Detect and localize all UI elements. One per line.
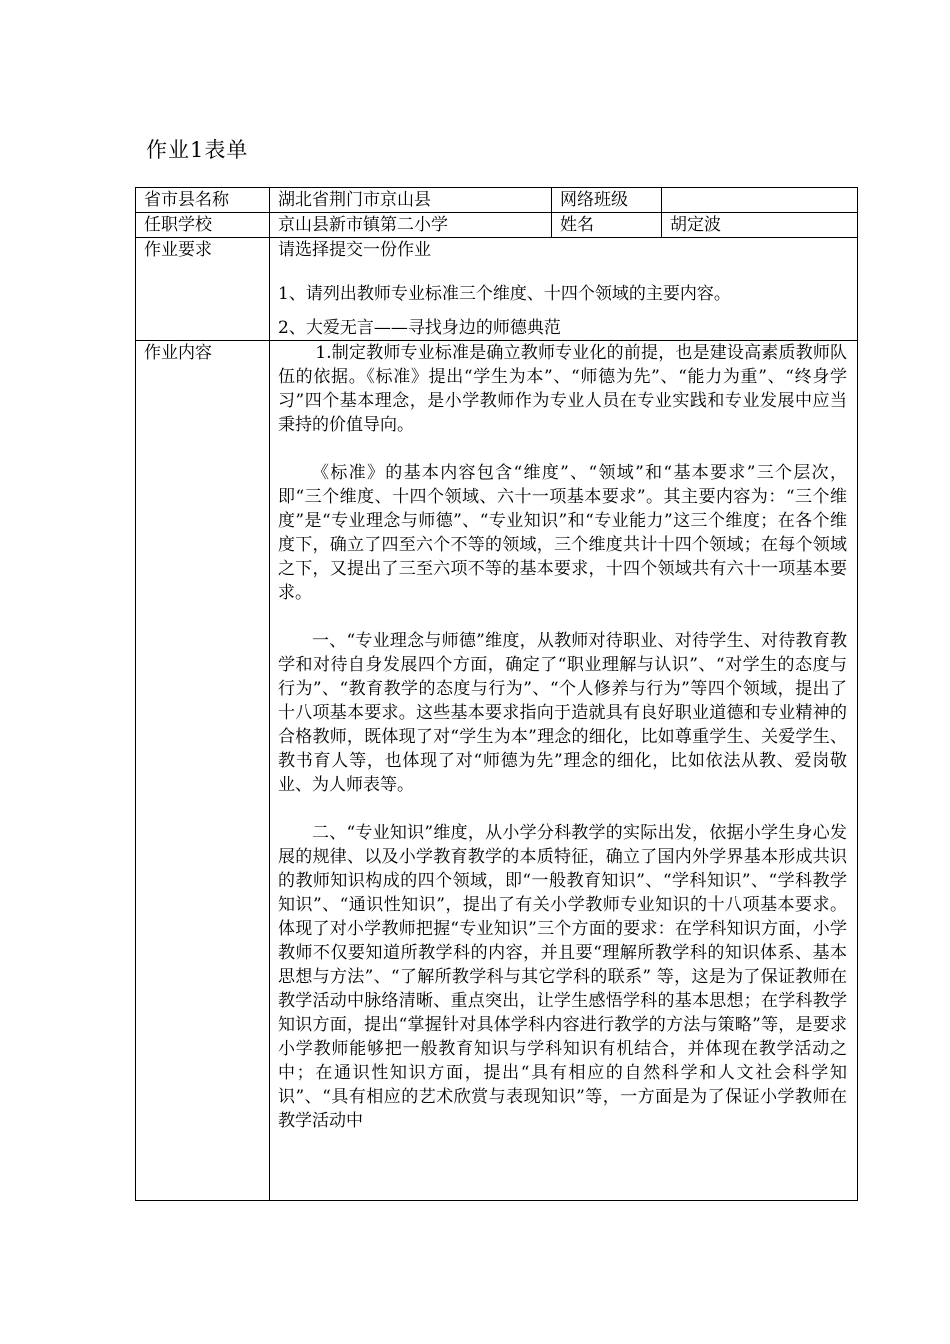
content-cell <box>270 341 858 1201</box>
content-paragraph: 《标准》的基本内容包含“维度”、“领域”和“基本要求”三个层次，即“三个维度、十四个领域、六十一项基本要求”。其主要内容为：“三个维度”是“专业理念与师德”、“专业知识”和“专业能力”这三个维度；在各个维度下，确立了四至六个不等的领域，三个维度共计十四个领域；在每个领域之下，又提出了三至六项不等的基本要求，十四个领域共有六十一项基本要求。 <box>278 463 847 603</box>
table-row <box>136 213 858 238</box>
requirement-line: 2、大爱无言——寻找身边的师德典范 <box>278 318 561 338</box>
table-row <box>136 341 858 1201</box>
region-label: 省市县名称 <box>136 188 270 213</box>
requirements-cell <box>270 238 858 341</box>
requirement-line: 请选择提交一份作业 <box>278 240 431 260</box>
class-value <box>662 188 858 213</box>
content-paragraph: 1.制定教师专业标准是确立教师专业化的前提，也是建设高素质教师队伍的依据。《标准》提出“学生为本”、“师德为先”、“能力为重”、“终身学习”四个基本理念，是小学教师作为专业人员在专业实践和专业发展中应当秉持的价值导向。 <box>278 343 847 435</box>
content-paragraph: 一、“专业理念与师德”维度，从教师对待职业、对待学生、对待教育教学和对待自身发展四个方面，确定了“职业理解与认识”、“对学生的态度与行为”、“教育教学的态度与行为”、“个人修养与行为”等四个领域，提出了十八项基本要求。这些基本要求指向于造就具有良好职业道德和专业精神的合格教师，既体现了对“学生为本”理念的细化，比如尊重学生、关爱学生、教书育人等，也体现了对“师德为先”理念的细化，比如依法从教、爱岗敬业、为人师表等。 <box>278 631 847 795</box>
content-label: 作业内容 <box>136 341 270 1201</box>
assignment-form-table <box>135 187 858 1201</box>
name-value: 胡定波 <box>662 213 858 238</box>
page-title: 作业1表单 <box>146 138 249 162</box>
table-row <box>136 188 858 213</box>
region-value: 湖北省荆门市京山县 <box>270 188 552 213</box>
content-paragraph: 二、“专业知识”维度，从小学分科教学的实际出发，依据小学生身心发展的规律、以及小学教育教学的本质特征，确立了国内外学界基本形成共识的教师知识构成的四个领域，即“一般教育知识”、“学科知识”、“学科教学知识”、“通识性知识”，提出了有关小学教师专业知识的十八项基本要求。体现了对小学教师把握“专业知识”三个方面的要求：在学科知识方面，小学教师不仅要知道所教学科的内容，并且要“理解所教学科的知识体系、基本思想与方法”、“了解所教学科与其它学科的联系” 等，这是为了保证教师在教学活动中脉络清晰、重点突出，让学生感悟学科的基本思想；在学科教学知识方面，提出“掌握针对具体学科内容进行教学的方法与策略”等，是要求小学教师能够把一般教育知识与学科知识有机结合，并体现在教学活动之中；在通识性知识方面，提出“具有相应的自然科学和人文社会科学知识”、“具有相应的艺术欣赏与表现知识”等，一方面是为了保证小学教师在教学活动中 <box>278 823 847 1131</box>
requirement-line: 1、请列出教师专业标准三个维度、十四个领域的主要内容。 <box>278 284 731 304</box>
requirements-label: 作业要求 <box>136 238 270 341</box>
class-label: 网络班级 <box>552 188 662 213</box>
school-value: 京山县新市镇第二小学 <box>270 213 552 238</box>
table-row <box>136 238 858 341</box>
school-label: 任职学校 <box>136 213 270 238</box>
name-label: 姓名 <box>552 213 662 238</box>
